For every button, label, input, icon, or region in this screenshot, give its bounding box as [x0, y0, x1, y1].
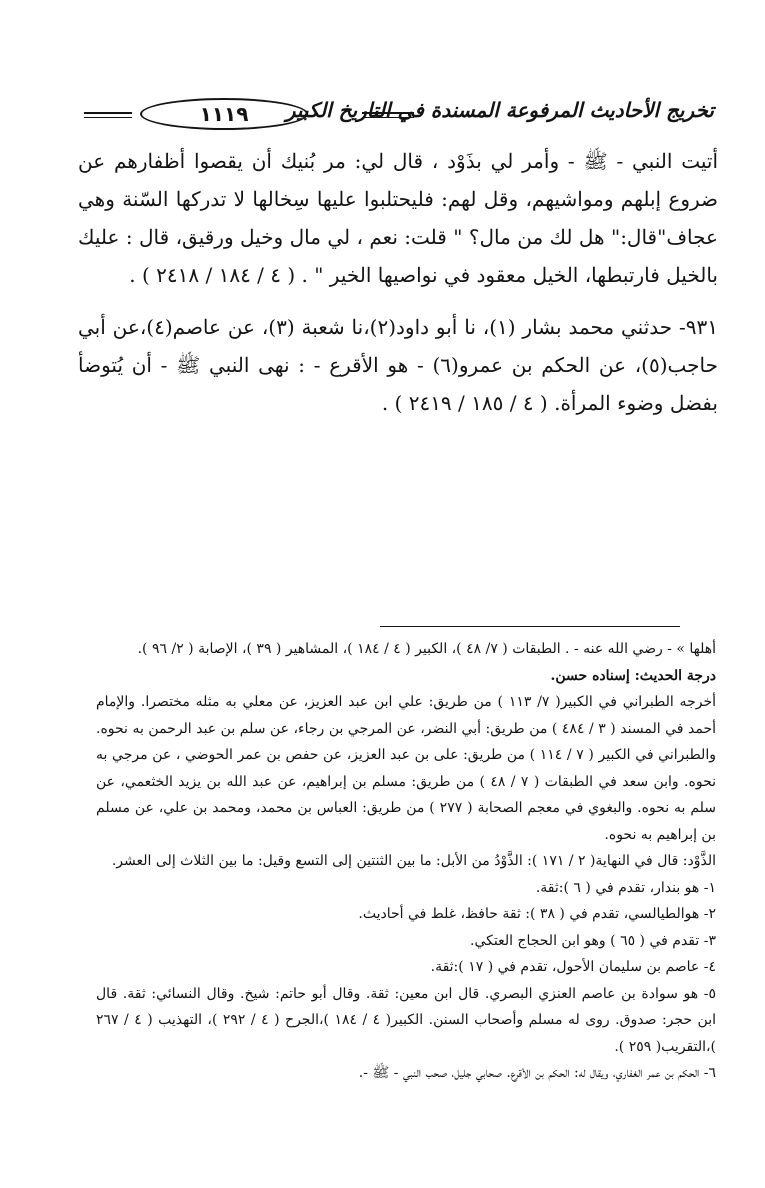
footnote-list [96, 875, 716, 1087]
takhrij-note: أخرجه الطبراني في الكبير( ٧/ ١١٣ ) من طريق: علي ابن عبد العزيز، عن معلي به مثله مختصرا. والإمام أحمد في المسند ( ٣ / ٤٨٤ ) من طريق: أبي النضر، عن المرجي بن رجاء، عن سلم بن عبد الرحمن به نحوه. والطبراني في الكبير ( ٧ / ١١٤ ) من طريق: على بن عبد العزيز، عن حفص بن عمر الحوضي ، عن مرجي به نحوه. وابن سعد في الطبقات ( ٧ / ٤٨ ) من طريق: مسلم بن إبراهيم، عن عبد الله بن يزيد الخثعمي، عن سلم به نحوه. والبغوي في معجم الصحابة ( ٢٧٧ ) من طريق: العباس بن محمد، ومحمد بن علي، عن مسلم بن إبراهيم به نحوه. [96, 694, 717, 843]
hadith-paragraph: أتيت النبي - ﷺ - وأمر لي بذَوْد ، قال لي: مر بُنيك أن يقصوا أظفارهم عن ضروع إبلهم ومواشيهم، وقل لهم: فليحتلبوا عليها سِخالها لا تدركها السّنة وهي عجاف"قال:" هل لك من مال؟ " قلت: نعم ، لي مال وخيل ورقيق، قال : عليك بالخيل فارتبطها، الخيل معقود في نواصيها الخير " . ( ٤ / ١٨٤ / ٢٤١٨ ) . [78, 149, 718, 287]
footnote-item: ٢- هوالطيالسي، تقدم في ( ٣٨ ): ثقة حافظ، غلط في أحاديث. [358, 906, 716, 922]
footnotes [96, 636, 716, 1087]
gloss-note: الذَّوْد: قال في النهاية( ٢ / ١٧١ ): الذَّوْدُ من الأبل: ما بين الثنتين إلى التسع وقيل: ما بين الثلاث إلى العشر. [111, 853, 716, 869]
main-text [78, 142, 718, 422]
header-rule-right [362, 112, 414, 120]
footnote-item: ٣- تقدم في ( ٦٥ ) وهو ابن الحجاج العتكي. [470, 932, 716, 949]
header-rule-left [84, 112, 132, 120]
page-header [84, 96, 714, 136]
footnote-divider [380, 626, 680, 627]
footnote-item: ٥- هو سوادة بن عاصم العنزي البصري. قال ابن معين: ثقة. وقال أبو حاتم: شيخ. وقال النسائي: ثقة. قال ابن حجر: صدوق. روى له مسلم وأصحاب السنن. الكبير( ٤ / ١٨٤ )،الجرح ( ٤ / ٢٩٢ )، التهذيب ( ٤ / ٢٦٧ )،التقريب( ٢٥٩ ). [96, 985, 716, 1055]
footnote-item: ٤- عاصم بن سليمان الأحول، تقدم في ( ١٧ ):ثقة. [430, 959, 716, 975]
footnote-item: ١- هو بندار، تقدم في ( ٦ ):ثقة. [535, 879, 716, 896]
running-title: تخريج الأحاديث المرفوعة المسندة في التاريخ الكبير [285, 98, 714, 122]
hadith-paragraph: ٩٣١- حدثني محمد بشار (١)، نا أبو داود(٢)،نا شعبة (٣)، عن عاصم(٤)،عن أبي حاجب(٥)، عن الحكم بن عمرو(٦) - هو الأقرع - : نهى النبي ﷺ - أن يُتوضأ بفضل وضوء المرأة. ( ٤ / ١٨٥ / ٢٤١٩ ) . [78, 315, 718, 415]
hadith-grade: درجة الحديث: إسناده حسن. [550, 667, 716, 684]
footnote-item: ٦- الحكم بن عمر الغفاري، ويقال له: الحكم بن الأقرع. صحابي جليل، صحب النبي - ﷺ -. [358, 1065, 716, 1081]
page-number: ١١١٩ [140, 98, 308, 130]
footnote-continuation: أهلها » - رضي الله عنه - . الطبقات ( ٧/ ٤٨ )، الكبير ( ٤ / ١٨٤ )، المشاهير ( ٣٩ )، الإصابة ( ٢/ ٩٦ ). [137, 641, 716, 657]
